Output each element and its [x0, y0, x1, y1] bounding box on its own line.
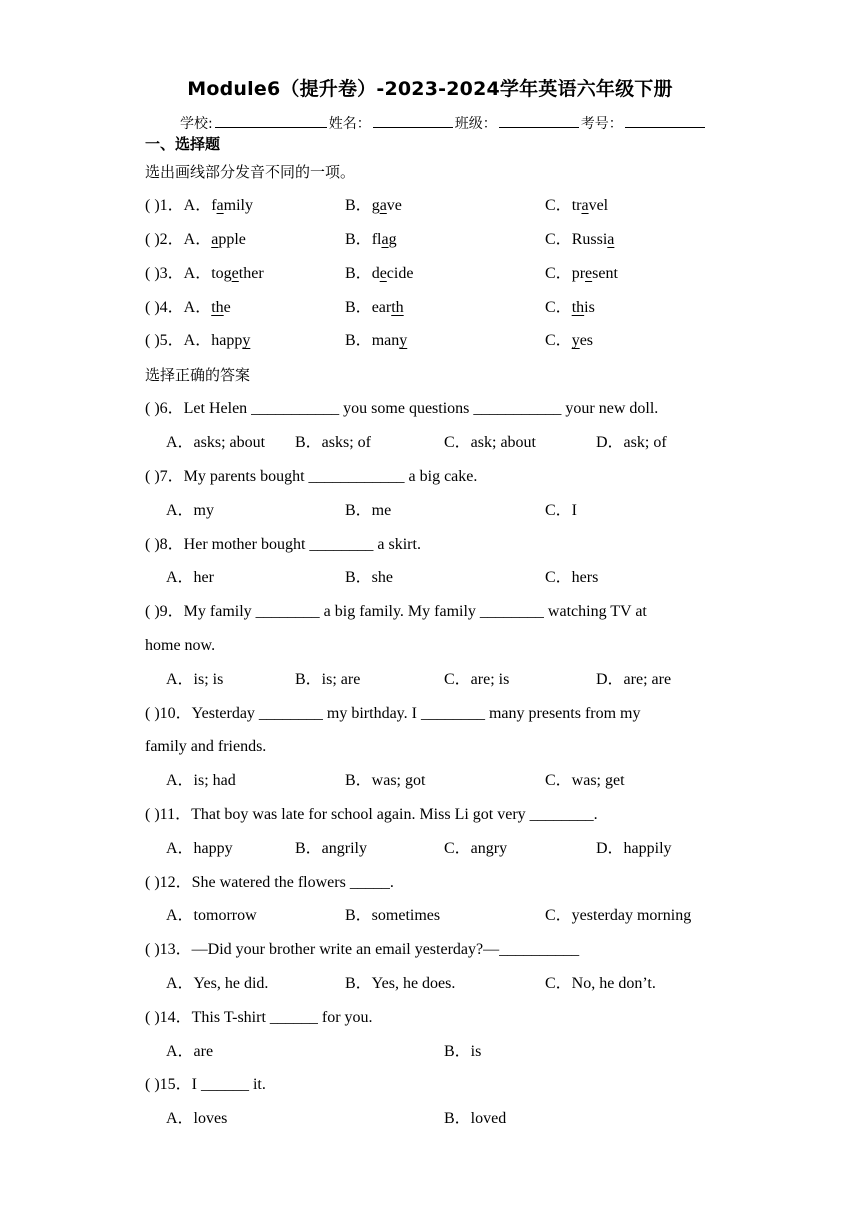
- q6-option-d: D．ask; of: [596, 434, 667, 451]
- option-word: apple: [211, 231, 246, 248]
- q9-option-b: B．is; are: [295, 671, 361, 688]
- underlined-letters: e: [231, 265, 239, 282]
- phonics-item-4-option-c: [545, 298, 595, 318]
- phonics-item-1-option-c: [545, 196, 608, 216]
- phonics-item-2-option-a: [145, 230, 246, 250]
- option-word: the: [211, 299, 231, 316]
- q10-option-c: C．was; get: [545, 772, 625, 789]
- option-label: C．: [545, 265, 572, 282]
- q15-option-a: A．loves: [166, 1110, 228, 1127]
- phonics-item-2-option-c: [545, 230, 614, 250]
- phonics-item-5-option-c: [545, 331, 593, 351]
- choice-instruction: 选择正确的答案: [145, 366, 251, 384]
- phonics-item-3-option-c: [545, 264, 618, 284]
- underlined-letters: y: [571, 332, 580, 349]
- q11-option-c: C．angry: [444, 840, 508, 857]
- question-9-stem-continued: home now.: [145, 637, 216, 654]
- student-info-line: [180, 113, 707, 133]
- phonics-item-2-option-b: [345, 230, 397, 250]
- phonics-item-4-option-b: [345, 298, 404, 318]
- underlined-letters: a: [581, 197, 589, 214]
- underlined-letters: a: [381, 231, 389, 248]
- question-12-stem: ( )12．She watered the flowers _____.: [145, 874, 394, 891]
- phonics-item-5-option-a: [145, 331, 250, 351]
- option-label: C．: [545, 197, 572, 214]
- q6-option-b: B．asks; of: [295, 434, 372, 451]
- option-word: Russia: [571, 231, 615, 248]
- option-word: flag: [371, 231, 397, 248]
- q6-option-a: A．asks; about: [166, 434, 266, 451]
- option-word: many: [371, 332, 408, 349]
- question-number: ( )2．A．: [145, 231, 212, 248]
- q6-option-c: C．ask; about: [444, 434, 536, 451]
- underlined-letters: a: [216, 197, 224, 214]
- option-word: this: [571, 299, 595, 316]
- phonics-item-4-option-a: [145, 298, 231, 318]
- school-label: 学校:: [180, 116, 213, 132]
- question-10-stem-continued: family and friends.: [145, 738, 267, 755]
- exam-no-blank: [625, 113, 705, 128]
- question-13-stem: ( )13．—Did your brother write an email yesterday?—__________: [145, 941, 580, 958]
- q10-option-a: A．is; had: [166, 772, 236, 789]
- underlined-letters: e: [379, 265, 387, 282]
- school-blank: [215, 113, 327, 128]
- q13-option-b: B．Yes, he does.: [345, 975, 456, 992]
- page-title: Module6（提升卷）-2023-2024学年英语六年级下册: [187, 78, 673, 100]
- option-label: C．: [545, 332, 572, 349]
- q7-option-b: B．me: [345, 502, 392, 519]
- phonics-item-3-option-b: [345, 264, 413, 284]
- name-label: 姓名：: [328, 116, 371, 132]
- q11-option-d: D．happily: [596, 840, 672, 857]
- underlined-letters: e: [585, 265, 593, 282]
- phonics-item-1-option-a: [145, 196, 253, 216]
- q8-option-a: A．her: [166, 569, 214, 586]
- underlined-letters: a: [607, 231, 615, 248]
- q7-option-c: C．I: [545, 502, 578, 519]
- question-number: ( )5．A．: [145, 332, 212, 349]
- option-word: present: [571, 265, 618, 282]
- q8-option-c: C．hers: [545, 569, 599, 586]
- q10-option-b: B．was; got: [345, 772, 426, 789]
- q9-option-a: A．is; is: [166, 671, 224, 688]
- phonics-item-1-option-b: [345, 196, 402, 216]
- option-word: together: [211, 265, 264, 282]
- option-label: B．: [345, 197, 372, 214]
- option-label: B．: [345, 332, 372, 349]
- q15-option-b: B．loved: [444, 1110, 507, 1127]
- class-label: 班级：: [454, 116, 497, 132]
- q9-option-c: C．are; is: [444, 671, 510, 688]
- question-11-stem: ( )11．That boy was late for school again. Miss Li got very ________.: [145, 806, 598, 823]
- option-word: earth: [371, 299, 404, 316]
- name-blank: [373, 113, 453, 128]
- option-label: B．: [345, 265, 372, 282]
- phonics-item-3-option-a: [145, 264, 264, 284]
- question-7-stem: ( )7．My parents bought ____________ a big cake.: [145, 468, 478, 485]
- q9-option-d: D．are; are: [596, 671, 672, 688]
- option-word: yes: [571, 332, 594, 349]
- exam-no-label: 考号：: [580, 116, 623, 132]
- question-8-stem: ( )8．Her mother bought ________ a skirt.: [145, 536, 421, 553]
- option-word: travel: [571, 197, 609, 214]
- section-heading: 一、选择题: [145, 135, 221, 153]
- underlined-letters: a: [379, 197, 387, 214]
- underlined-letters: th: [211, 299, 224, 316]
- question-9-stem: ( )9．My family ________ a big family. My family ________ watching TV at: [145, 603, 647, 620]
- q11-option-a: A．happy: [166, 840, 233, 857]
- q13-option-c: C．No, he don’t.: [545, 975, 656, 992]
- question-number: ( )4．A．: [145, 299, 212, 316]
- option-label: B．: [345, 299, 372, 316]
- option-word: happy: [211, 332, 251, 349]
- phonics-instruction: 选出画线部分发音不同的一项。: [145, 163, 356, 181]
- phonics-item-5-option-b: [345, 331, 407, 351]
- q12-option-c: C．yesterday morning: [545, 907, 692, 924]
- underlined-letters: y: [399, 332, 408, 349]
- option-label: B．: [345, 231, 372, 248]
- question-number: ( )3．A．: [145, 265, 212, 282]
- q8-option-b: B．she: [345, 569, 394, 586]
- option-word: family: [211, 197, 253, 214]
- q14-option-a: A．are: [166, 1043, 214, 1060]
- underlined-letters: a: [211, 231, 219, 248]
- q12-option-a: A．tomorrow: [166, 907, 257, 924]
- question-14-stem: ( )14．This T-shirt ______ for you.: [145, 1009, 373, 1026]
- q13-option-a: A．Yes, he did.: [166, 975, 269, 992]
- class-blank: [499, 113, 579, 128]
- q11-option-b: B．angrily: [295, 840, 367, 857]
- question-15-stem: ( )15．I ______ it.: [145, 1076, 266, 1093]
- option-word: gave: [371, 197, 402, 214]
- question-number: ( )1．A．: [145, 197, 212, 214]
- underlined-letters: y: [242, 332, 251, 349]
- option-label: C．: [545, 231, 572, 248]
- q12-option-b: B．sometimes: [345, 907, 441, 924]
- option-word: decide: [371, 265, 414, 282]
- q14-option-b: B．is: [444, 1043, 482, 1060]
- underlined-letters: th: [391, 299, 404, 316]
- q7-option-a: A．my: [166, 502, 215, 519]
- question-6-stem: ( )6．Let Helen ___________ you some questions ___________ your new doll.: [145, 400, 659, 417]
- option-label: C．: [545, 299, 572, 316]
- question-10-stem: ( )10．Yesterday ________ my birthday. I ________ many presents from my: [145, 705, 641, 722]
- underlined-letters: th: [571, 299, 585, 316]
